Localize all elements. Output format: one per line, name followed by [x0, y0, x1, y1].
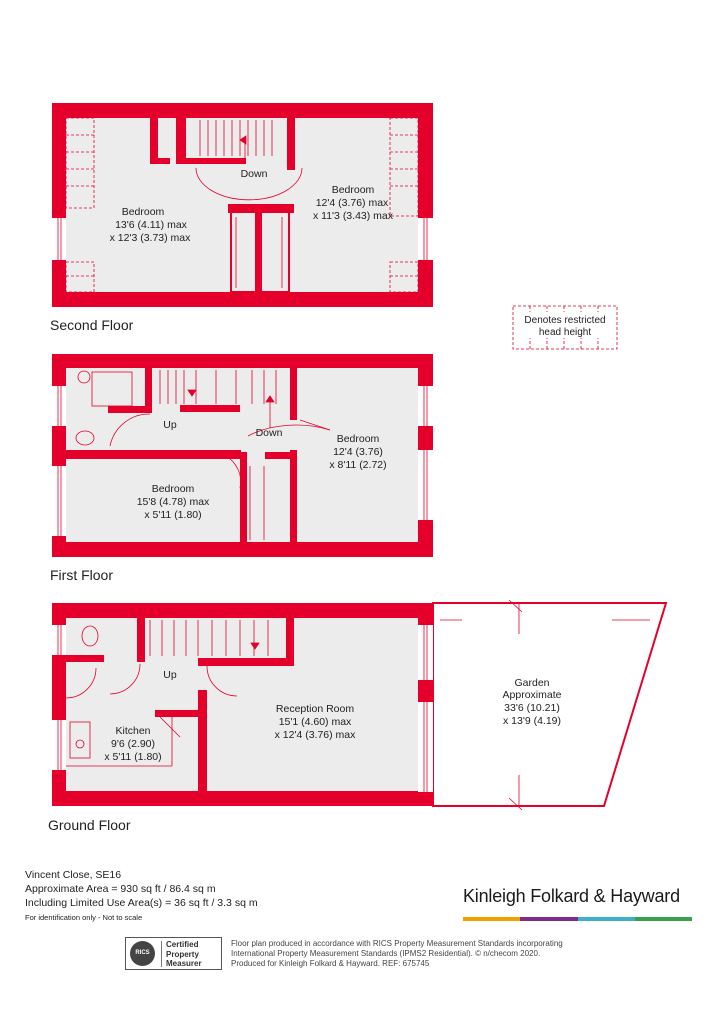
- brand-bar-orange: [463, 917, 520, 921]
- first-floor-plan: [52, 354, 433, 557]
- rics-logo-icon: RICS: [130, 941, 155, 966]
- cert-line-3: Measurer: [166, 959, 202, 968]
- second-bedroom-right-length: 12'4 (3.76) max: [315, 197, 389, 209]
- kitchen-name: Kitchen: [115, 725, 151, 737]
- identification-note: For identification only - Not to scale: [25, 913, 143, 922]
- cert-line-1: Certified: [166, 940, 199, 949]
- garden-approx: Approximate: [502, 689, 562, 701]
- approx-area-text: Approximate Area = 930 sq ft / 86.4 sq m: [25, 883, 216, 895]
- brand-bar-blue: [578, 917, 635, 921]
- second-floor-title: Second Floor: [50, 317, 134, 333]
- kitchen-width: x 5'11 (1.80): [104, 751, 162, 763]
- rics-certified-badge: [125, 937, 222, 970]
- ground-up-label: Up: [163, 669, 177, 681]
- first-down-label: Down: [255, 427, 283, 439]
- restricted-height-legend: [513, 306, 617, 349]
- ground-floor-title: Ground Floor: [48, 817, 131, 833]
- garden-width: x 13'9 (4.19): [502, 715, 562, 727]
- footer-line-1: Floor plan produced in accordance with RICS Property Measurement Standards incorporating: [231, 939, 563, 948]
- second-bedroom-left-width: x 12'3 (3.73) max: [109, 232, 191, 244]
- first-bedroom-right-name: Bedroom: [336, 433, 380, 445]
- brand-bar-green: [635, 917, 692, 921]
- second-bedroom-right-width: x 11'3 (3.43) max: [312, 210, 394, 222]
- reception-width: x 12'4 (3.76) max: [274, 729, 356, 741]
- first-bedroom-left-width: x 5'11 (1.80): [144, 509, 202, 521]
- brand-name: Kinleigh Folkard & Hayward: [463, 886, 680, 906]
- first-bedroom-right-width: x 8'11 (2.72): [329, 459, 387, 471]
- badge-divider: [161, 941, 162, 967]
- first-bedroom-left-length: 15'8 (4.78) max: [136, 496, 210, 508]
- legend-line-1: Denotes restricted: [524, 315, 606, 326]
- second-down-label: Down: [240, 168, 268, 180]
- first-bedroom-right-length: 12'4 (3.76): [333, 446, 383, 458]
- second-bedroom-right-name: Bedroom: [331, 184, 375, 196]
- legend-line-2: head height: [538, 327, 592, 338]
- footer-line-2: International Property Measurement Standards (IPMS2 Residential). © n/checom 2020.: [231, 949, 541, 958]
- cert-line-2: Property: [166, 949, 199, 959]
- second-floor-plan: [52, 103, 433, 307]
- address-text: Vincent Close, SE16: [25, 869, 122, 881]
- brand-bar-purple: [520, 917, 578, 921]
- first-up-label: Up: [163, 419, 177, 431]
- second-bedroom-left-name: Bedroom: [121, 206, 165, 218]
- footer-line-3: Produced for Kinleigh Folkard & Hayward. REF: 675745: [231, 959, 430, 968]
- footer-disclaimer: [231, 939, 563, 969]
- limited-use-area-text: Including Limited Use Area(s) = 36 sq ft / 3.3 sq m: [25, 897, 258, 909]
- reception-length: 15'1 (4.60) max: [278, 716, 352, 728]
- kitchen-length: 9'6 (2.90): [110, 738, 156, 750]
- garden-length: 33'6 (10.21): [504, 702, 560, 714]
- garden-name: Garden: [514, 677, 550, 689]
- ground-floor-plan: [52, 600, 666, 810]
- first-bedroom-left-name: Bedroom: [151, 483, 195, 495]
- reception-name: Reception Room: [275, 703, 355, 715]
- second-bedroom-left-length: 13'6 (4.11) max: [115, 219, 187, 231]
- first-floor-title: First Floor: [50, 567, 113, 583]
